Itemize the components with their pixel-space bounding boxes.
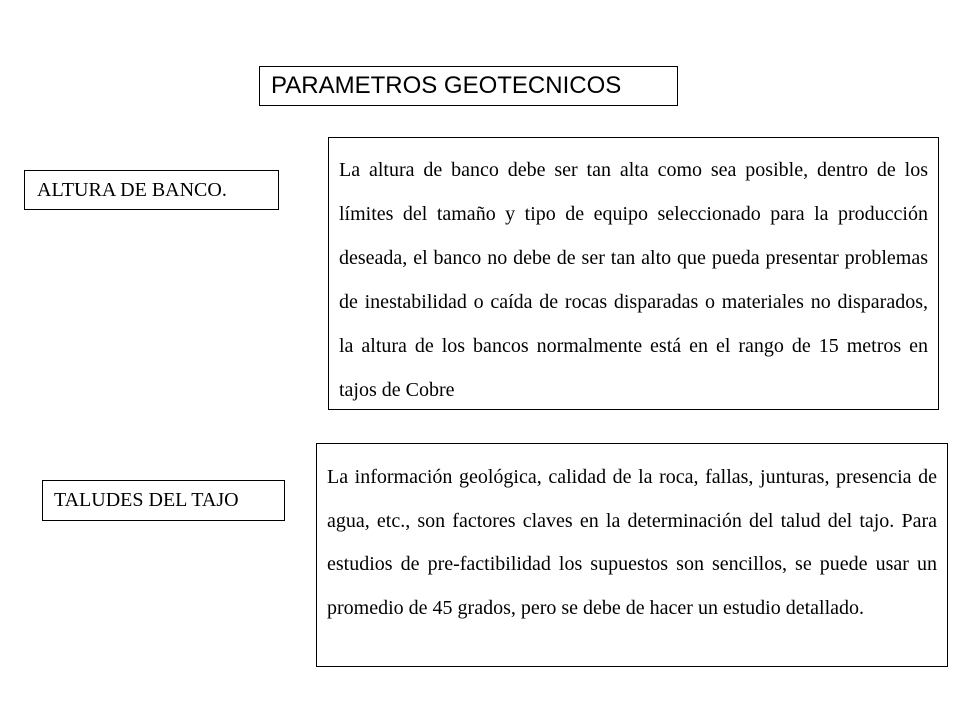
- paragraph-taludes-del-tajo: La información geológica, calidad de la roca, fallas, junturas, presencia de agua, etc., son factores claves en la determinación del talud del tajo. Para estudios de pre-factibilidad los supuestos son sencillos, se puede usar un promedio de 45 grados, pero se debe de hacer un estudio detallado.: [316, 443, 948, 667]
- label-taludes-del-tajo: TALUDES DEL TAJO: [42, 480, 285, 521]
- paragraph-altura-de-banco: La altura de banco debe ser tan alta como sea posible, dentro de los límites del tamaño y tipo de equipo seleccionado para la producción deseada, el banco no debe de ser tan alto que pueda presentar problemas de inestabilidad o caída de rocas disparadas o materiales no disparados, la altura de los bancos normalmente está en el rango de 15 metros en tajos de Cobre: [328, 137, 939, 410]
- page-title: PARAMETROS GEOTECNICOS: [259, 66, 678, 106]
- label-altura-de-banco: ALTURA DE BANCO.: [24, 170, 279, 210]
